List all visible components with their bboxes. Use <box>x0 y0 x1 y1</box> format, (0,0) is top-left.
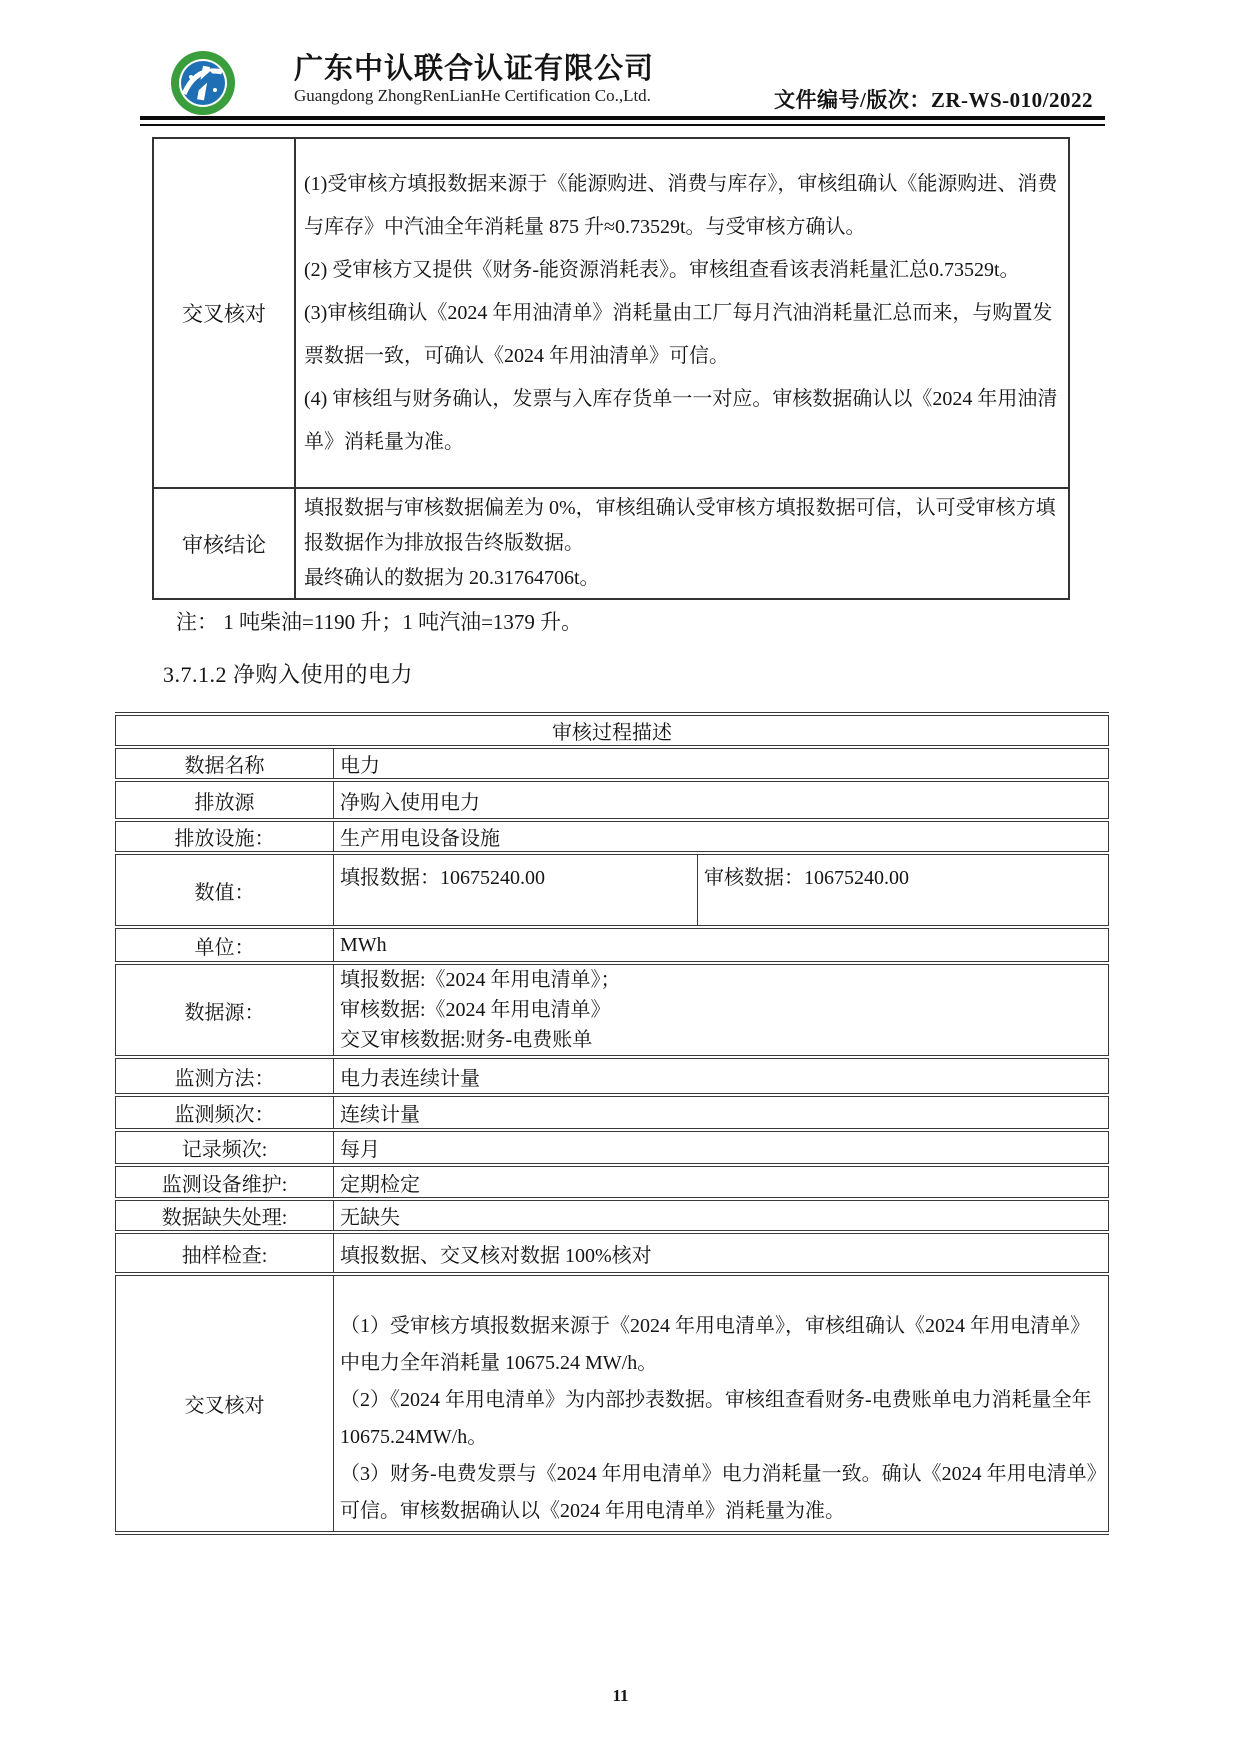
row-label: 数据名称 <box>116 747 334 780</box>
table-row <box>116 1057 1109 1095</box>
paragraph: 填报数据:《2024 年用电清单》； <box>340 969 621 991</box>
row-label: 监测方法： <box>116 1057 334 1095</box>
table-row <box>116 1232 1109 1274</box>
row-label: 监测设备维护: <box>116 1165 334 1199</box>
company-name: 广东中认联合认证有限公司 <box>294 53 655 85</box>
paragraph: (2) 受审核方又提供《财务-能资源消耗表》。审核组查看该表消耗量汇总0.73529t。 <box>304 258 1020 281</box>
fuel-audit-table <box>152 137 1070 600</box>
reported-value: 填报数据：10675240.00 <box>334 853 698 927</box>
paragraph: （2）《2024 年用电清单》为内部抄表数据。审核组查看财务-电费账单电力消耗量全年 10675.24MW/h。 <box>340 1389 1092 1448</box>
row-value: 净购入使用电力 <box>334 780 1109 820</box>
electricity-audit-table <box>115 712 1109 1535</box>
data-source-content <box>334 963 1109 1057</box>
audited-value: 审核数据：10675240.00 <box>698 853 1109 927</box>
table-row-values <box>116 853 1109 927</box>
row-value: 电力表连续计量 <box>334 1057 1109 1095</box>
audit-conclusion-content <box>295 488 1069 599</box>
row-label: 监测频次： <box>116 1095 334 1130</box>
paragraph: 最终确认的数据为 20.31764706t。 <box>304 567 600 589</box>
row-value: 连续计量 <box>334 1095 1109 1130</box>
paragraph: (4) 审核组与财务确认，发票与入库存货单一一对应。审核数据确认以《2024 年用油清单》消耗量为准。 <box>304 387 1058 453</box>
company-name-english: Guangdong ZhongRenLianHe Certification Co.,Ltd. <box>294 86 651 105</box>
table-row <box>116 780 1109 820</box>
table-row <box>116 927 1109 963</box>
row-value: 生产用电设备设施 <box>334 820 1109 853</box>
row-label: 记录频次: <box>116 1130 334 1165</box>
certification-emblem-icon <box>170 50 236 116</box>
row-label: 数据源： <box>116 963 334 1057</box>
paragraph: 审核数据:《2024 年用电清单》 <box>340 999 611 1021</box>
table-row <box>116 747 1109 780</box>
paragraph: 填报数据与审核数据偏差为 0%，审核组确认受审核方填报数据可信，认可受审核方填报数据作为排放报告终版数据。 <box>304 497 1056 554</box>
table-row <box>116 1130 1109 1165</box>
paragraph: 交叉审核数据:财务-电费账单 <box>340 1029 593 1051</box>
paragraph: (1)受审核方填报数据来源于《能源购进、消费与库存》，审核组确认《能源购进、消费与库存》中汽油全年消耗量 875 升≈0.73529t。与受审核方确认。 <box>304 172 1058 238</box>
row-label-audit-conclusion: 审核结论 <box>153 488 295 599</box>
row-value: 定期检定 <box>334 1165 1109 1199</box>
table-row <box>116 820 1109 853</box>
conversion-note: 注： 1 吨柴油=1190 升；1 吨汽油=1379 升。 <box>176 610 583 634</box>
table-row <box>153 488 1069 599</box>
page-number: 11 <box>612 1686 629 1705</box>
row-label: 抽样检查: <box>116 1232 334 1274</box>
row-value: 每月 <box>334 1130 1109 1165</box>
table-row-data-source <box>116 963 1109 1057</box>
row-label: 排放设施： <box>116 820 334 853</box>
row-value: 电力 <box>334 747 1109 780</box>
cross-check-content <box>295 138 1069 488</box>
table-row <box>116 1165 1109 1199</box>
table-row-cross-check <box>116 1274 1109 1533</box>
document-number: 文件编号/版次：ZR-WS-010/2022 <box>773 88 1093 112</box>
row-label: 数据缺失处理: <box>116 1199 334 1232</box>
row-label: 排放源 <box>116 780 334 820</box>
row-label: 数值： <box>116 853 334 927</box>
row-label: 单位： <box>116 927 334 963</box>
table-row <box>153 138 1069 488</box>
cross-check-content <box>334 1274 1109 1533</box>
table-row <box>116 1199 1109 1232</box>
paragraph: (3)审核组确认《2024 年用油清单》消耗量由工厂每月汽油消耗量汇总而来，与购置发票数据一致，可确认《2024 年用油清单》可信。 <box>304 301 1053 367</box>
company-logo-icon <box>170 50 236 116</box>
paragraph: （3）财务-电费发票与《2024 年用电清单》电力消耗量一致。确认《2024 年用电清单》可信。审核数据确认以《2024 年用电清单》消耗量为准。 <box>340 1463 1097 1522</box>
row-value: MWh <box>334 927 1109 963</box>
table-header-row <box>116 714 1109 747</box>
table-title: 审核过程描述 <box>116 714 1109 747</box>
row-value: 无缺失 <box>334 1199 1109 1232</box>
row-label-cross-check: 交叉核对 <box>153 138 295 488</box>
paragraph: （1）受审核方填报数据来源于《2024 年用电清单》，审核组确认《2024 年用电清单》中电力全年消耗量 10675.24 MW/h。 <box>340 1315 1090 1374</box>
row-value: 填报数据、交叉核对数据 100%核对 <box>334 1232 1109 1274</box>
section-heading: 3.7.1.2 净购入使用的电力 <box>163 662 414 687</box>
header-divider <box>140 116 1105 126</box>
row-label-cross-check: 交叉核对 <box>116 1274 334 1533</box>
table-row <box>116 1095 1109 1130</box>
